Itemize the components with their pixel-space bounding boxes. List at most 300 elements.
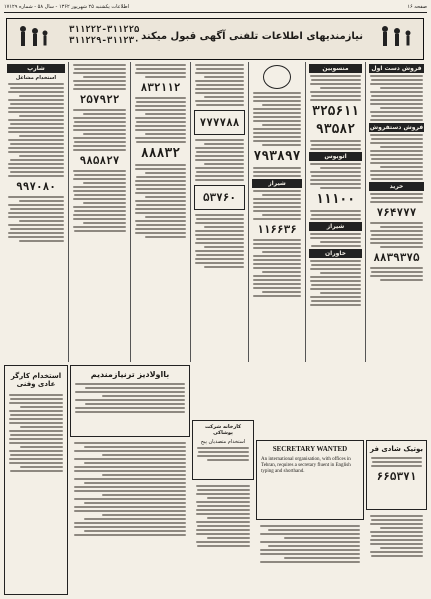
text-line <box>9 462 63 464</box>
text-line <box>195 230 244 232</box>
text-line <box>370 99 423 101</box>
text-line <box>102 474 186 476</box>
text-line <box>195 64 244 66</box>
text-line <box>310 140 361 142</box>
text-line <box>196 254 244 256</box>
text-line <box>102 395 185 397</box>
text-line <box>73 80 126 82</box>
page-header <box>4 2 427 13</box>
text-line <box>145 76 186 78</box>
ad-box-secretary <box>256 440 364 520</box>
text-line <box>83 76 126 78</box>
text-line <box>74 506 186 508</box>
text-line <box>10 208 64 210</box>
text-line <box>8 212 64 214</box>
text-line <box>9 422 63 424</box>
text-line <box>196 104 244 106</box>
text-line <box>74 210 126 212</box>
text-line <box>370 162 423 164</box>
text-line <box>310 276 361 278</box>
text-line <box>268 545 360 547</box>
text-line <box>380 146 423 148</box>
text-line <box>370 523 423 525</box>
text-line <box>310 260 361 262</box>
text-line <box>10 414 63 416</box>
ad-box-right <box>366 440 427 510</box>
column-subheading: استخدام مشاغل <box>15 75 57 81</box>
text-line <box>135 200 186 202</box>
text-line <box>195 100 244 102</box>
text-line <box>253 100 301 102</box>
text-line <box>370 539 423 541</box>
ad-phone-number: ۲۵۷۹۲۲ <box>79 93 120 106</box>
text-line <box>8 91 64 93</box>
ad-title: SECRETARY WANTED <box>272 445 348 453</box>
text-line <box>310 99 361 101</box>
text-line <box>195 139 244 141</box>
text-line <box>9 394 63 396</box>
text-line <box>380 87 423 89</box>
text-line <box>253 112 301 114</box>
text-line <box>370 170 423 172</box>
text-line <box>371 519 423 521</box>
text-line <box>311 95 361 97</box>
text-line <box>145 196 186 198</box>
text-line <box>253 116 301 118</box>
text-line <box>370 551 423 553</box>
text-line <box>195 175 244 177</box>
text-line <box>196 238 244 240</box>
text-line <box>253 92 301 94</box>
figures-illustration-left <box>13 23 53 55</box>
text-line <box>196 68 244 70</box>
text-line <box>197 505 250 507</box>
column-2 <box>305 62 365 362</box>
text-line <box>195 72 244 74</box>
text-line <box>204 246 244 248</box>
text-line <box>84 462 186 464</box>
text-line <box>253 259 301 261</box>
text-line <box>197 489 250 491</box>
text-line <box>195 222 244 224</box>
ad-title: کارخانه شرکت پوشاکی <box>204 424 242 436</box>
page-label: صفحه ۱۶ <box>407 4 427 10</box>
text-line <box>320 87 361 89</box>
text-line <box>253 267 301 269</box>
text-line <box>74 68 126 70</box>
text-line <box>253 218 301 220</box>
text-line <box>320 167 361 169</box>
ad-phone-number: ۹۹۷۰۸۰ <box>16 180 56 193</box>
text-line <box>135 105 186 107</box>
issue-info: اطلاعات یکشنبه ۲۵ شهریور ۱۳۶۲ - سال ۵۸ - شماره ۱۷۱۲۹ <box>4 4 129 10</box>
text-line <box>370 150 423 152</box>
text-line <box>370 154 423 156</box>
text-line <box>8 147 64 149</box>
text-line <box>8 131 64 133</box>
text-line <box>195 179 244 181</box>
text-line <box>196 485 250 487</box>
ad-phone-number: ۸۸۳۹۳۷۵ <box>373 251 420 264</box>
text-line <box>207 497 250 499</box>
text-line <box>196 513 250 515</box>
text-line <box>8 83 64 85</box>
text-line <box>310 268 361 270</box>
text-line <box>370 142 423 144</box>
text-line <box>253 295 301 297</box>
text-line <box>102 514 186 516</box>
text-line <box>8 204 64 206</box>
column-6 <box>68 62 130 362</box>
text-line <box>370 230 423 232</box>
text-line <box>195 92 244 94</box>
text-line <box>204 163 244 165</box>
text-line <box>75 407 185 409</box>
text-line <box>75 411 185 413</box>
text-line <box>145 236 186 238</box>
text-line <box>197 447 249 449</box>
text-line <box>195 80 244 82</box>
text-line <box>73 170 126 172</box>
text-line <box>73 109 126 111</box>
text-line <box>8 111 64 113</box>
text-line <box>196 171 244 173</box>
text-line <box>10 143 64 145</box>
column-3 <box>248 62 305 362</box>
text-line <box>195 159 244 161</box>
text-line <box>380 547 423 549</box>
text-line <box>195 167 244 169</box>
text-line <box>371 115 423 117</box>
text-line <box>207 459 249 461</box>
text-line <box>371 271 423 273</box>
text-line <box>371 138 423 140</box>
text-line <box>310 218 361 220</box>
ad-phone-number: ۹۸۵۸۲۷ <box>79 154 120 167</box>
text-line <box>262 104 301 106</box>
text-line <box>10 434 63 436</box>
text-line <box>8 216 64 218</box>
text-line <box>195 214 244 216</box>
text-line <box>371 178 423 180</box>
text-line <box>74 490 186 492</box>
text-line <box>136 204 186 206</box>
text-line <box>253 275 301 277</box>
text-line <box>311 300 361 302</box>
text-line <box>253 175 301 177</box>
text-line <box>380 166 423 168</box>
text-line <box>260 525 360 527</box>
phone-ads-banner <box>6 18 424 60</box>
text-line <box>260 549 360 551</box>
text-line <box>9 418 63 420</box>
ad-phone-number: ۶۶۵۳۷۱ <box>376 470 417 483</box>
text-line <box>20 466 63 468</box>
text-line <box>73 125 126 127</box>
text-line <box>85 403 185 405</box>
text-line <box>196 541 250 543</box>
text-line <box>204 226 244 228</box>
text-line <box>136 68 186 70</box>
banner-phones: ۳۱۱۲۲۲-۳۱۱۲۲۵ ۳۱۱۲۲۹-۳۱۱۲۳۰ <box>69 25 140 46</box>
column-4 <box>190 62 248 362</box>
text-line <box>253 140 301 142</box>
ad-subtitle: استخدام متصدیان پیج <box>200 439 246 445</box>
text-line <box>197 545 250 547</box>
text-line <box>135 137 186 139</box>
text-line <box>73 186 126 188</box>
text-line <box>262 271 301 273</box>
text-line <box>135 232 186 234</box>
text-line <box>196 529 250 531</box>
text-line <box>136 224 186 226</box>
column-bottom-center <box>192 483 254 595</box>
text-line <box>197 525 250 527</box>
text-line <box>380 527 423 529</box>
text-line <box>8 163 64 165</box>
ad-phone-number: ۷۶۴۷۷۷ <box>376 206 417 219</box>
text-line <box>74 230 126 232</box>
text-line <box>204 96 244 98</box>
text-line <box>262 251 301 253</box>
text-line <box>262 144 301 146</box>
text-line <box>135 228 186 230</box>
ad-title: بوتیک شادی فر <box>369 445 423 453</box>
text-line <box>311 284 361 286</box>
text-line <box>135 97 186 99</box>
text-line <box>262 194 301 196</box>
text-line <box>145 113 186 115</box>
column-subheading: شیراز <box>252 179 302 188</box>
text-line <box>19 135 64 137</box>
text-line <box>253 171 301 173</box>
text-line <box>136 176 186 178</box>
column-heading: فروش دست اول <box>369 64 424 73</box>
ad-phone-number: ۷۷۷۷۸۸ <box>199 116 240 129</box>
text-line <box>19 115 64 117</box>
text-line <box>84 530 186 532</box>
text-line <box>75 383 185 385</box>
text-line <box>310 163 361 165</box>
text-line <box>196 218 244 220</box>
text-line <box>370 91 423 93</box>
text-line <box>320 187 361 189</box>
text-line <box>370 531 423 533</box>
figures-illustration-right <box>377 23 417 55</box>
text-line <box>260 533 360 535</box>
text-line <box>75 391 185 393</box>
text-line <box>196 84 244 86</box>
text-line <box>262 214 301 216</box>
text-line <box>195 250 244 252</box>
text-line <box>83 113 126 115</box>
text-line <box>253 210 301 212</box>
text-line <box>73 218 126 220</box>
text-line <box>195 262 244 264</box>
text-line <box>370 134 423 136</box>
text-line <box>8 232 64 234</box>
text-line <box>74 450 186 452</box>
text-line <box>253 263 301 265</box>
text-line <box>135 129 186 131</box>
text-line <box>310 237 361 239</box>
ad-body: An international organisation, with offices in Tehran, requires a secretary fluent in English typing and shorthand. <box>261 457 351 474</box>
text-line <box>196 501 250 503</box>
text-line <box>8 127 64 129</box>
text-line <box>9 450 63 452</box>
text-line <box>253 202 301 204</box>
text-line <box>102 454 186 456</box>
text-line <box>102 494 186 496</box>
text-line <box>9 410 63 412</box>
text-line <box>73 72 126 74</box>
text-line <box>370 242 423 244</box>
text-line <box>371 197 423 199</box>
text-line <box>74 470 186 472</box>
text-line <box>380 246 423 248</box>
text-line <box>10 171 64 173</box>
text-line <box>195 88 244 90</box>
column-7 <box>4 62 68 362</box>
text-line <box>74 84 126 86</box>
text-line <box>370 515 423 517</box>
text-line <box>310 91 361 93</box>
column-5 <box>130 62 190 362</box>
text-line <box>10 87 64 89</box>
text-line <box>19 95 64 97</box>
text-line <box>74 498 186 500</box>
text-line <box>73 206 126 208</box>
text-line <box>380 226 423 228</box>
column-subheading: فروش دستفروش <box>369 124 424 131</box>
text-line <box>8 151 64 153</box>
text-line <box>253 108 301 110</box>
text-line <box>8 236 64 238</box>
text-line <box>10 159 64 161</box>
text-line <box>74 534 186 536</box>
text-line <box>74 522 186 524</box>
text-line <box>320 292 361 294</box>
text-line <box>371 79 423 81</box>
text-line <box>196 509 250 511</box>
text-line <box>8 99 64 101</box>
text-line <box>136 121 186 123</box>
text-line <box>74 458 186 460</box>
text-line <box>20 446 63 448</box>
text-line <box>73 129 126 131</box>
text-line <box>19 240 64 242</box>
text-line <box>73 137 126 139</box>
text-line <box>74 526 186 528</box>
text-line <box>253 190 301 192</box>
text-line <box>310 179 361 181</box>
ad-phone-number: ۸۸۸۳۲ <box>140 146 181 161</box>
text-line <box>8 119 64 121</box>
text-line <box>10 228 64 230</box>
text-line <box>310 288 361 290</box>
text-line <box>83 133 126 135</box>
text-line <box>10 454 63 456</box>
text-line <box>311 144 361 146</box>
column-bottom-middle <box>70 440 190 595</box>
text-line <box>370 103 423 105</box>
ad-phone-number: ۱۱۱۰۰ <box>315 192 356 207</box>
text-line <box>135 117 186 119</box>
text-line <box>310 148 361 150</box>
text-line <box>311 79 361 81</box>
ad-box-center <box>192 420 254 480</box>
text-line <box>320 241 361 243</box>
text-line <box>136 101 186 103</box>
text-line <box>310 171 361 173</box>
text-line <box>196 521 250 523</box>
text-line <box>73 117 126 119</box>
column-heading: شارپ <box>7 64 65 73</box>
text-line <box>253 283 301 285</box>
text-line <box>19 220 64 222</box>
text-line <box>371 465 422 467</box>
text-line <box>371 555 423 557</box>
text-line <box>74 442 186 444</box>
text-line <box>310 233 361 235</box>
text-line <box>73 226 126 228</box>
ad-phone-number: ۱۱۶۶۳۶ <box>257 223 297 236</box>
text-line <box>84 518 186 520</box>
text-line <box>84 482 186 484</box>
column-subheading: خاوران <box>309 249 362 258</box>
text-line <box>19 155 64 157</box>
text-line <box>253 120 301 122</box>
text-line <box>262 291 301 293</box>
text-line <box>84 502 186 504</box>
ad-phone-number: ۵۳۷۶۰ <box>202 191 237 204</box>
column-subheading: خرید <box>369 182 424 191</box>
text-line <box>310 296 361 298</box>
text-line <box>136 188 186 190</box>
text-line <box>370 75 423 77</box>
column-subheading: اتوبوس <box>309 152 362 161</box>
text-line <box>135 208 186 210</box>
text-line <box>260 553 360 555</box>
column-subheading: شیراز <box>309 222 362 231</box>
text-line <box>195 155 244 157</box>
text-line <box>371 158 423 160</box>
text-line <box>196 533 250 535</box>
text-line <box>196 151 244 153</box>
text-line <box>311 175 361 177</box>
text-line <box>370 222 423 224</box>
text-line <box>253 243 301 245</box>
text-line <box>253 128 301 130</box>
text-line <box>73 214 126 216</box>
ad-title: استخدام کارگر عادی وفنی <box>10 372 62 388</box>
text-line <box>372 461 422 463</box>
text-line <box>204 143 244 145</box>
text-line <box>311 264 361 266</box>
text-line <box>74 174 126 176</box>
text-line <box>135 168 186 170</box>
text-line <box>310 83 361 85</box>
text-line <box>253 96 301 98</box>
text-line <box>73 88 126 90</box>
text-line <box>310 304 361 306</box>
text-line <box>195 242 244 244</box>
text-line <box>370 543 423 545</box>
text-line <box>135 109 186 111</box>
text-line <box>253 255 301 257</box>
text-line <box>371 535 423 537</box>
text-line <box>8 107 64 109</box>
